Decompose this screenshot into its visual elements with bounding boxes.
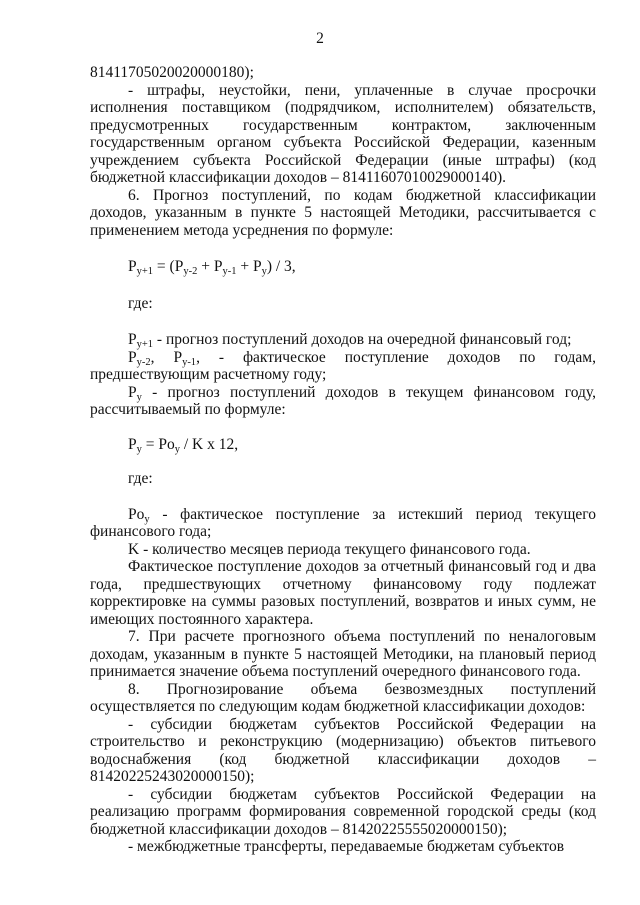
- list-item-subsidy-water: - субсидии бюджетам субъектов Российской Федерации на строительство и реконструкцию (модернизацию) объектов питьевого водоснабжения (код бюджетной классификации доходов – 81420225243020000150);: [90, 715, 596, 785]
- paragraph-budget-code: 81411705020020000180);: [90, 64, 254, 81]
- paragraph-fines: - штрафы, неустойки, пени, уплаченные в случае просрочки исполнения поставщиком (подрядчиком, исполнителем) обязательств, предусмотренных государственным контрактом, заключенным государственным органом субъекта Российской Федерации, казенным учреждением субъекта Российской Федерации (иные штрафы) (код бюджетной классификации доходов – 81411607010029000140).: [90, 81, 596, 186]
- definition-forecast-current: $P_y$ - прогноз поступлений доходов в текущем финансовом году, рассчитываемый по формуле:: [90, 383, 596, 418]
- paragraph-7: 7. При расчете прогнозного объема поступлений по неналоговым доходам, указанным в пункте 5 настоящей Методики, на плановый период принимается значение объема поступлений очередного финансового года.: [90, 628, 596, 680]
- document-body: [90, 64, 596, 856]
- where-label-1: где:: [128, 294, 153, 312]
- paragraph-6: 6. Прогноз поступлений, по кодам бюджетной классификации доходов, указанным в пункте 5 настоящей Методики, рассчитывается с применением метода усреднения по формуле:: [90, 186, 596, 239]
- paragraph-8: 8. Прогнозирование объема безвозмездных поступлений осуществляется по следующим кодам бюджетной классификации доходов:: [90, 680, 596, 715]
- page-number: 2: [316, 30, 324, 47]
- definition-forecast-next: $P_{y+1}$ - прогноз поступлений доходов на очередной финансовый год;: [128, 331, 572, 350]
- formula-1: $P_{y+1} = (P_{y-2} + P_{y-1} + P_y) / 3$,: [128, 258, 296, 277]
- list-item-subsidy-urban: - субсидии бюджетам субъектов Российской Федерации на реализацию программ формирования современной городской среды (код бюджетной классификации доходов – 81420225555020000150);: [90, 785, 596, 838]
- where-label-2: где:: [128, 470, 153, 487]
- definition-actual-past: $P_{y-2}$, $P_{y-1}$, - фактическое поступление доходов по годам, предшествующим расчетному году;: [90, 348, 596, 383]
- definition-actual-current: $Po_y$ - фактическое поступление за истекший период текущего финансового года;: [90, 505, 596, 540]
- formula-2: $P_y = Po_y / K$ x 12,: [128, 435, 239, 455]
- list-item-transfers: - межбюджетные трансферты, передаваемые бюджетам субъектов: [128, 838, 565, 855]
- definition-months: K - количество месяцев периода текущего финансового года.: [128, 540, 531, 558]
- paragraph-adjustment: Фактическое поступление доходов за отчетный финансовый год и два года, предшествующих отчетному финансовому году подлежат корректировке на суммы разовых поступлений, возвратов и иных сумм, не имеющих постоянного характера.: [90, 558, 596, 628]
